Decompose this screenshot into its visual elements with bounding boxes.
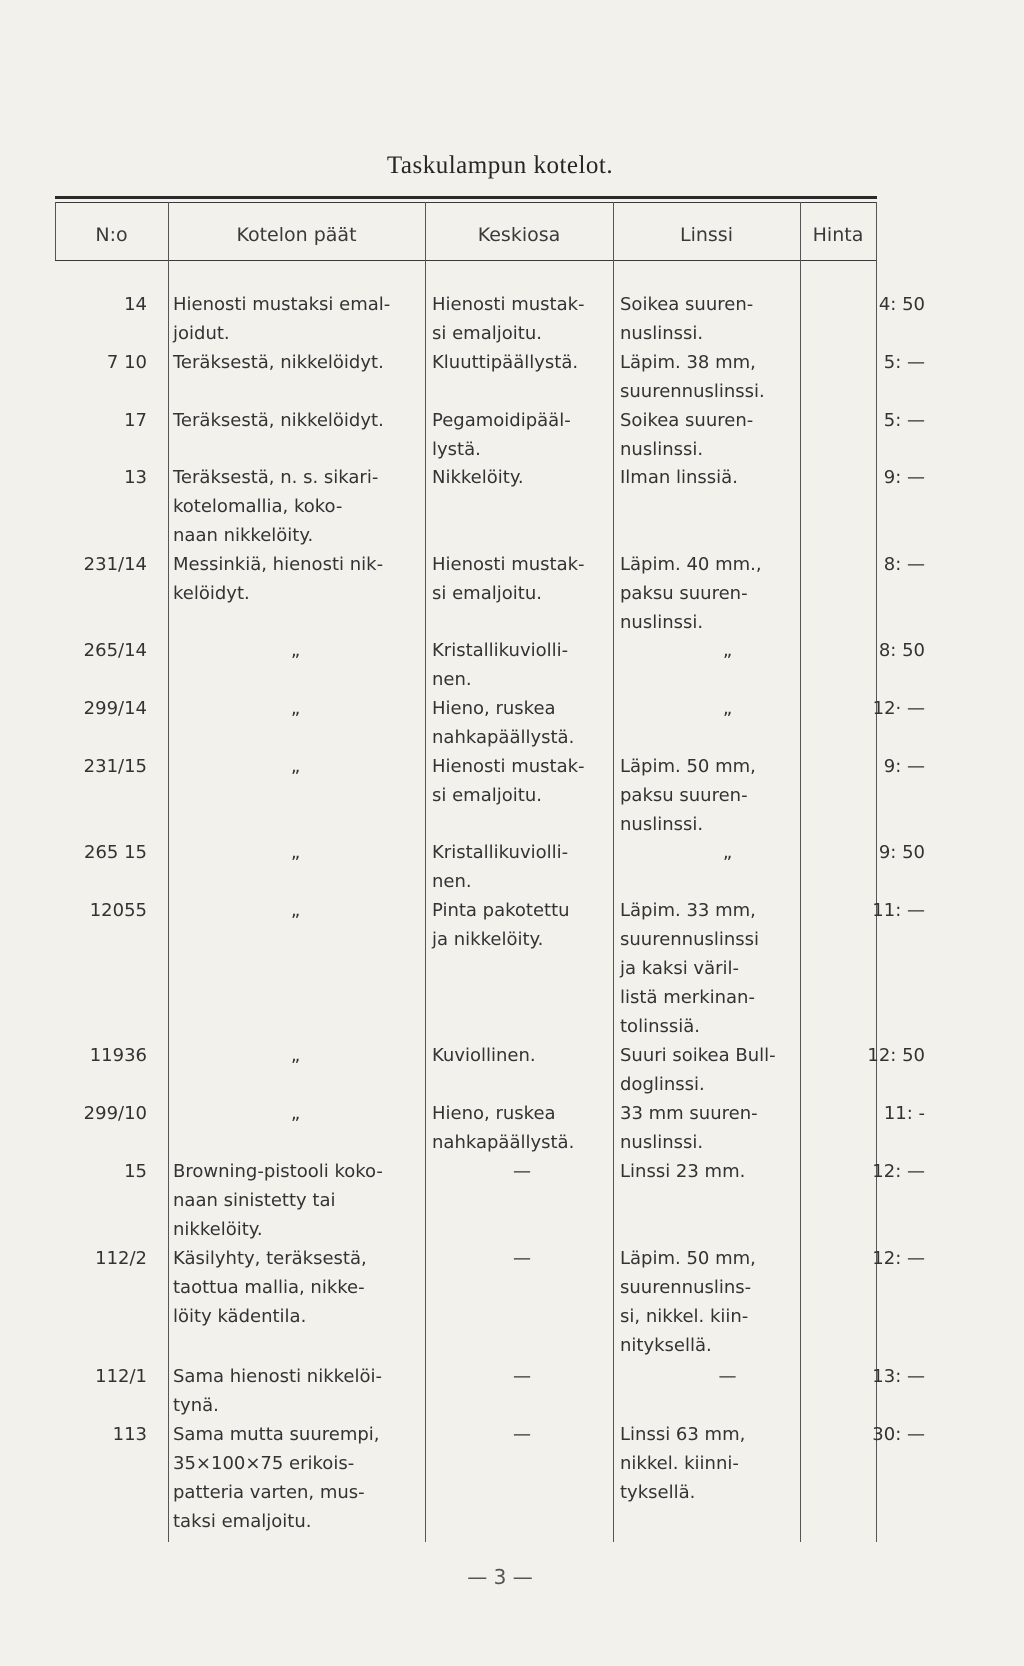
row-keskiosa: Kuviollinen. (432, 1045, 536, 1066)
row-kotelo: Sama mutta suurempi, 35×100×75 erikois- patteria varten, mus- taksi emaljoitu. (173, 1424, 380, 1532)
row-number: 112/2 (95, 1248, 147, 1269)
row-keskiosa: Hienosti mustak- si emaljoitu. (432, 756, 585, 806)
row-linssi: Soikea suuren- nuslinssi. (620, 294, 754, 344)
header-no: N:o (95, 224, 128, 246)
row-keskiosa: — (513, 1161, 531, 1182)
header-bottom-rule (55, 260, 877, 261)
row-keskiosa: Kristallikuviolli- nen. (432, 640, 569, 690)
row-linssi: „ (722, 698, 733, 719)
row-number: 231/14 (83, 554, 147, 575)
row-number: 11936 (89, 1045, 147, 1066)
row-hinta: 4: 50 (878, 294, 925, 315)
row-kotelo: Hienosti mustaksi emal- joidut. (173, 294, 391, 344)
row-hinta: 12: 50 (867, 1045, 925, 1066)
row-keskiosa: Kristallikuviolli- nen. (432, 842, 569, 892)
row-number: 231/15 (83, 756, 147, 777)
column-divider (168, 202, 169, 1542)
row-kotelo: „ (290, 1045, 301, 1066)
row-number: 15 (124, 1161, 147, 1182)
row-hinta: 5: — (883, 352, 925, 373)
header-top-rule (55, 196, 877, 199)
row-number: 113 (112, 1424, 147, 1445)
row-kotelo: Teräksestä, nikkelöidyt. (173, 410, 384, 431)
row-linssi: Läpim. 40 mm., paksu suuren- nuslinssi. (620, 554, 762, 633)
column-divider (876, 202, 877, 1542)
row-keskiosa: Kluuttipäällystä. (432, 352, 579, 373)
row-hinta: 8: 50 (878, 640, 925, 661)
row-hinta: 9: — (883, 467, 925, 488)
row-number: 112/1 (95, 1366, 147, 1387)
row-keskiosa: Hienosti mustak- si emaljoitu. (432, 554, 585, 604)
row-number: 265 15 (84, 842, 147, 863)
row-number: 12055 (89, 900, 147, 921)
row-number: 17 (124, 410, 147, 431)
header-hinta: Hinta (812, 224, 864, 246)
row-hinta: 5: — (883, 410, 925, 431)
row-kotelo: „ (290, 842, 301, 863)
row-hinta: 12: — (872, 1248, 925, 1269)
row-linssi: 33 mm suuren- nuslinssi. (620, 1103, 758, 1153)
row-number: 265/14 (83, 640, 147, 661)
row-kotelo: „ (290, 698, 301, 719)
row-hinta: 13: — (872, 1366, 925, 1387)
row-hinta: 9: — (883, 756, 925, 777)
row-linssi: „ (722, 842, 733, 863)
row-keskiosa: Hieno, ruskea nahkapäällystä. (432, 698, 575, 748)
row-linssi: „ (722, 640, 733, 661)
row-linssi: Läpim. 50 mm, suurennuslins- si, nikkel. kiin- nityksellä. (620, 1248, 756, 1356)
row-kotelo: Browning-pistooli koko- naan sinistetty tai nikkelöity. (173, 1161, 383, 1240)
row-linssi: Läpim. 38 mm, suurennuslinssi. (620, 352, 765, 402)
row-linssi: Soikea suuren- nuslinssi. (620, 410, 754, 460)
row-kotelo: „ (290, 900, 301, 921)
row-hinta: 11: — (872, 900, 925, 921)
row-kotelo: „ (290, 756, 301, 777)
row-hinta: 11: - (883, 1103, 925, 1124)
row-linssi: Ilman linssiä. (620, 467, 738, 488)
row-keskiosa: Hienosti mustak- si emaljoitu. (432, 294, 585, 344)
row-number: 299/10 (83, 1103, 147, 1124)
row-hinta: 8: — (883, 554, 925, 575)
row-number: 299/14 (83, 698, 147, 719)
row-kotelo: Teräksestä, n. s. sikari- kotelomallia, koko- naan nikkelöity. (173, 467, 379, 546)
row-number: 7 10 (106, 352, 147, 373)
row-number: 14 (124, 294, 147, 315)
row-keskiosa: Pinta pakotettu ja nikkelöity. (432, 900, 570, 950)
row-kotelo: „ (290, 1103, 301, 1124)
row-number: 13 (124, 467, 147, 488)
column-divider (613, 202, 614, 1542)
row-keskiosa: — (513, 1366, 531, 1387)
page-title: Taskulampun kotelot. (386, 152, 614, 179)
row-kotelo: Messinkiä, hienosti nik- kelöidyt. (173, 554, 384, 604)
row-linssi: Linssi 23 mm. (620, 1161, 746, 1182)
row-keskiosa: Hieno, ruskea nahkapäällystä. (432, 1103, 575, 1153)
row-kotelo: Käsilyhty, teräksestä, taottua mallia, nikke- löity kädentila. (173, 1248, 367, 1327)
row-hinta: 12: — (872, 1161, 925, 1182)
header-linssi: Linssi (680, 224, 733, 246)
row-hinta: 30: — (872, 1424, 925, 1445)
row-linssi: Suuri soikea Bull- doglinssi. (620, 1045, 776, 1095)
row-linssi: Läpim. 50 mm, paksu suuren- nuslinssi. (620, 756, 756, 835)
row-keskiosa: — (513, 1424, 531, 1445)
row-keskiosa: — (513, 1248, 531, 1269)
row-kotelo: Sama hienosti nikkelöi- tynä. (173, 1366, 383, 1416)
header-keskiosa: Keskiosa (477, 224, 561, 246)
page-number: — 3 — (467, 1565, 533, 1589)
row-linssi: Linssi 63 mm, nikkel. kiinni- tyksellä. (620, 1424, 746, 1503)
row-kotelo: Teräksestä, nikkelöidyt. (173, 352, 384, 373)
row-kotelo: „ (290, 640, 301, 661)
header-top-rule-thin (55, 202, 877, 203)
row-keskiosa: Pegamoidipääl- lystä. (432, 410, 571, 460)
row-linssi: Läpim. 33 mm, suurennuslinssi ja kaksi väril- listä merkinan- tolinssiä. (620, 900, 760, 1037)
row-hinta: 12· — (872, 698, 925, 719)
column-divider (425, 202, 426, 1542)
row-linssi: — (718, 1366, 737, 1387)
row-keskiosa: Nikkelöity. (432, 467, 524, 488)
header-kotelon-paat: Kotelon päät (236, 224, 357, 246)
row-hinta: 9: 50 (878, 842, 925, 863)
